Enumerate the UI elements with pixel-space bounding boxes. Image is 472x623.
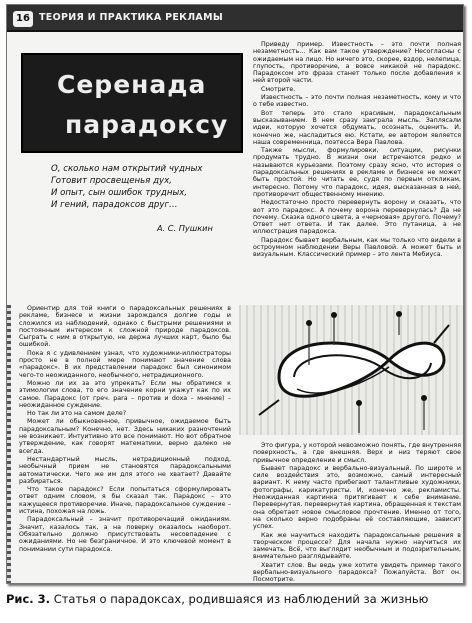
- epigraph: [51, 163, 251, 211]
- paragraph: Это фигура, у которой невозможно понять, где внутренняя поверхность, а где внешняя. Верх и низ теряют свое привычное определение и смысл.: [253, 442, 461, 464]
- article-title-box: [21, 53, 243, 153]
- paragraph: Бывает парадокс и вербально-визуальный. По широте и силе воздействия это, возможно, самый интересный вариант. К нему часто прибегают талантливые художники, фотографы, карикатуристы. И, конечно же, рекламисты. Неожиданная картинка притягивает к себе внимание. Перевернутая, перевернутая картина, обращенная к текстам она обретает новое смысловое прочтение. Именно от того, на сколько верно подобраны её составляющие, зависит успех.: [253, 464, 461, 531]
- epigraph-author: А. С. Пушкин: [157, 223, 213, 233]
- paragraph: Что такое парадокс? Если попытаться сформулировать ответ одним словом, я бы сказал так. Парадокс – это кажущееся противоречие. Иначе, парадоксальное суждение – истина, похожая на ложь.: [19, 486, 231, 516]
- epigraph-line: И опыт, сын ошибок трудных,: [51, 188, 188, 198]
- paragraph: Можно ли их за это упрекать? Если мы обратимся к этимологии слова, то его значение корни укажут как по их самое. Парадокс (от греч. para – против и doxa – мнение) – неожиданное суждение.: [19, 379, 231, 409]
- page-header: [7, 5, 463, 32]
- epigraph-line: Готовит просвещенья дух,: [51, 176, 172, 186]
- magazine-page: [6, 4, 464, 584]
- left-border-strip: [7, 305, 11, 584]
- paragraph: Известность – это почти полная незаметность, кому и что о тебе известно.: [253, 94, 461, 109]
- paragraph: Нестандартный мысль, нетрадиционный подход, необычный прием не становятся парадоксальными автоматически. Чего же им для этого не хватает? Давайте разбираться.: [19, 455, 231, 485]
- paragraph: Может ли обыкновенное, привычное, ожидаемое быть парадоксальным? Конечно, нет. Здесь никаких разночтений не возникает. Интуитивно это все понимают. Но вот обратное утверждение, как говорят математики, верно далеко не всегда.: [19, 418, 231, 455]
- epigraph-line: О, сколько нам открытий чудных: [51, 164, 203, 174]
- paragraph: Парадокс бывает вербальным, как мы только что видели в остроумном наблюдении Веры Павловой. А может быть и визуальным. Классический пример – это лента Мебиуса.: [253, 236, 461, 259]
- article-title-line-2: парадоксу: [65, 110, 229, 139]
- paragraph: Вот теперь это стало красивым, парадоксальным высказыванием. В нем сразу заиграла мысль. Заплясали идеи, которую хочется обдумать, осознать, оценить. И, конечно же, насладиться ею. Кстати, ее автором является наша современница, поэтесса Вера Павлова.: [253, 109, 461, 146]
- figure-caption: [6, 592, 468, 606]
- paragraph: Смотрите.: [261, 85, 296, 93]
- paragraph: Парадоксальный – значит противоречащий ожиданиям. Значит, казалось так, а на поверку оказалось наоборот. Обязательно должно присутствовать несовпадение с ожиданиями. Но не безграничное. И это ключевой момент в понимании сути парадокса.: [19, 516, 231, 553]
- right-text-column-top: [253, 41, 461, 316]
- section-title: ТЕОРИЯ И ПРАКТИКА РЕКЛАМЫ: [39, 12, 223, 23]
- paragraph: Пока я с удивлением узнал, что художники-иллюстраторы просто не в полной мере понимают значение слова «парадокс». В их представлении парадокс был синонимом чего-то неожиданного, необычного, нетрадиционного.: [19, 349, 231, 379]
- right-text-column-bottom: [253, 442, 461, 582]
- paragraph: Недостаточно просто перевернуть ворону и сказать, что вот это парадокс. А почему ворона перевернулась? Да не почему. Сказка одного цвета, а «черновая» другого. Почему? Ответ нет ответа. И так далее. Это путаница, а не иллюстрация парадокса.: [253, 199, 461, 236]
- paragraph: Приведу пример. Известность – это почти полная незаметность… Как вам такое утверждение? Несогласны с ожидаемым на лицо. Но ничего это, скорее, вздор, нелепица, глупость, противоречие, а вовсе никакой не парадокс. Парадоксом это фраза станет только после добавления к ней второй части.: [253, 41, 461, 85]
- article-title-line-1: Серенада: [57, 70, 207, 99]
- paragraph: Ориентир для той книги о парадоксальных решениях в рекламе, бизнесе и жизни зарождался долгие годы и сложился из наблюдений, однако с быстрыми решениями и постоянным интересом к сложной природе парадоксов. Сыграть с ним в открытую, не держа лучших карт, было бы ошибкой.: [19, 305, 231, 349]
- mobius-strip-icon: [239, 305, 464, 435]
- epigraph-line: И гений, парадоксов друг…: [51, 200, 178, 210]
- paragraph: Хватит слов. Вы ведь уже хотите увидеть пример такого вербально-визуального парадокса? Пожалуйста. Вот он. Посмотрите.: [253, 561, 461, 582]
- left-text-column: [19, 305, 231, 581]
- page-number: 16: [13, 11, 33, 27]
- caption-label: Рис. 3.: [6, 592, 51, 606]
- caption-text: Статья о парадоксах, родившаяся из наблюдений за жизнью: [53, 592, 429, 606]
- paragraph: Но так ли это на самом деле?: [27, 410, 127, 418]
- paragraph: Также мысли, формулировки, ситуации, рисунки продумать трудно. В жизни они встречаются редко и называются курьезами. Поэтому сразу ясно, что история о парадоксальных решениях в рекламе и бизнесе не может быть простой. Но читать ее, судя по первым откликам, интересно. Потому что парадокс, идея, высказанная в ней, противоречит общественному мнению.: [253, 147, 461, 198]
- paragraph: Как же научиться находить парадоксальные решения в творческом процессе? Для начала нужно научиться их замечать. Всё, что выглядит необычным и подозрительным, внимательно разглядывайте.: [253, 531, 461, 561]
